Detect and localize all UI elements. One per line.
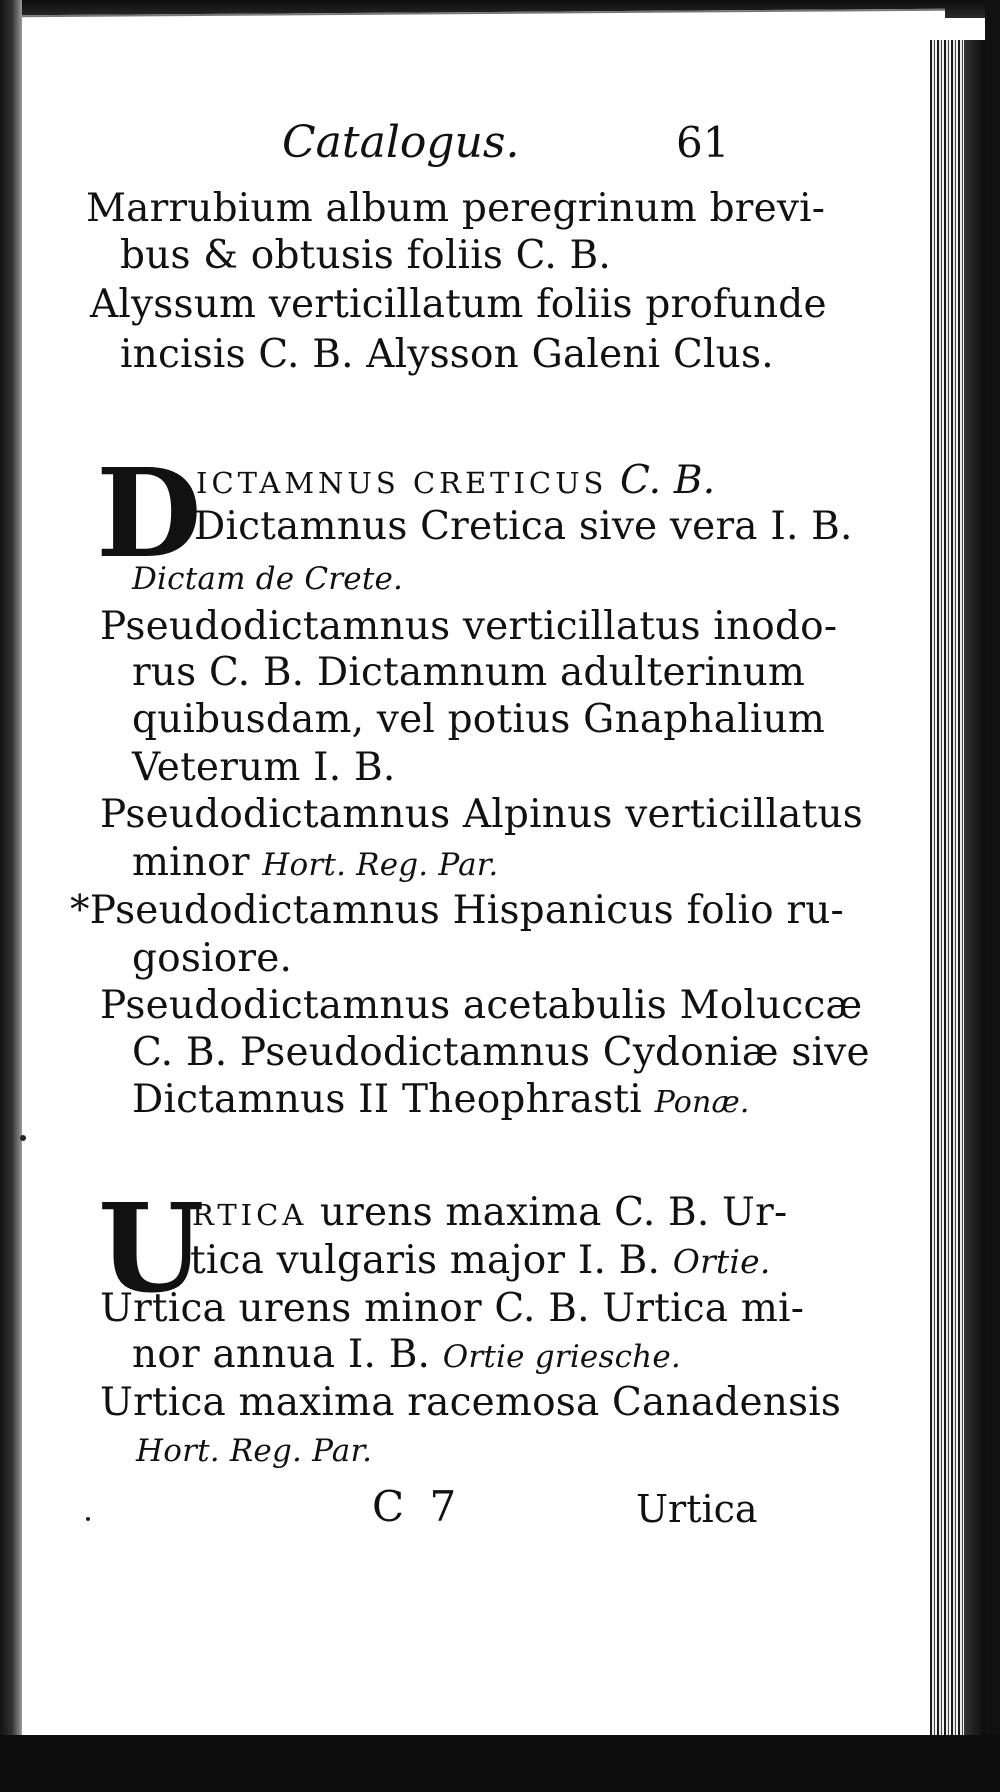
- pseudo4-line-3: [132, 1077, 750, 1126]
- urtica2-line-2-text: nor annua I. B.: [132, 1332, 443, 1377]
- marrubium-line-1: Marrubium album peregrinum brevi-: [86, 186, 826, 231]
- dictamnus-heading-smallcaps: ICTAMNUS CRETICUS: [196, 466, 608, 500]
- pseudo2-minor: minor: [132, 840, 263, 885]
- urtica3-line-2: Hort. Reg. Par.: [136, 1433, 373, 1469]
- catchword: Urtica: [636, 1487, 758, 1531]
- pseudo1-line-2: rus C. B. Dictamnum adulterinum: [132, 650, 806, 695]
- dictamnus-line-2: Dictamnus Cretica sive vera I. B.: [194, 504, 853, 549]
- pseudo3-line-1: *Pseudodictamnus Hispanicus folio ru-: [70, 888, 844, 933]
- pseudo4-line-3-text: Dictamnus II Theophrasti: [132, 1077, 655, 1122]
- urtica3-line-1: Urtica maxima racemosa Canadensis: [100, 1380, 842, 1425]
- pseudo3-line-2: gosiore.: [132, 936, 293, 981]
- pseudo2-line-2: [132, 840, 498, 888]
- pseudo1-line-1: Pseudodictamnus verticillatus inodo-: [100, 604, 838, 649]
- alyssum-line-1: Alyssum verticillatum foliis profunde: [90, 282, 827, 327]
- scan-speck: [20, 1135, 26, 1141]
- running-title: Catalogus.: [282, 117, 520, 168]
- urtica-heading-rest: urens maxima C. B. Ur-: [307, 1190, 788, 1235]
- dropcap-d: D: [96, 441, 202, 585]
- pseudo4-line-3-source: Ponæ.: [654, 1085, 750, 1120]
- urtica-heading-smallcaps: RTICA: [192, 1198, 308, 1232]
- urtica2-line-2-french: Ortie griesche.: [442, 1339, 681, 1375]
- page-number: 61: [676, 118, 730, 167]
- pseudo2-line-1: Pseudodictamnus Alpinus verticillatus: [100, 792, 864, 837]
- pseudo2-source: Hort. Reg. Par.: [262, 847, 499, 883]
- urtica-line-2: [190, 1238, 771, 1285]
- scan-speck: [86, 1517, 90, 1521]
- alyssum-line-2: incisis C. B. Alysson Galeni Clus.: [120, 332, 774, 377]
- pseudo4-line-1: Pseudodictamnus acetabulis Moluccæ: [100, 983, 863, 1028]
- dictamnus-heading-author: C. B.: [607, 458, 716, 503]
- urtica2-line-1: Urtica urens minor C. B. Urtica mi-: [100, 1286, 805, 1331]
- dropcap-u: U: [98, 1176, 205, 1320]
- pseudo4-line-2: C. B. Pseudodictamnus Cydoniæ sive: [132, 1030, 870, 1075]
- urtica-heading: [192, 1190, 787, 1238]
- signature-mark: C 7: [372, 1482, 463, 1531]
- urtica-line-2-french: Ortie.: [672, 1242, 771, 1281]
- marrubium-line-2: bus & obtusis foliis C. B.: [120, 233, 611, 278]
- pseudo1-line-3: quibusdam, vel potius Gnaphalium: [132, 697, 826, 742]
- dictamnus-heading: [196, 458, 715, 506]
- urtica-line-2-text: tica vulgaris major I. B.: [190, 1238, 673, 1283]
- dictamnus-french-name: Dictam de Crete.: [132, 561, 404, 597]
- urtica2-line-2: [132, 1332, 681, 1380]
- pseudo1-line-4: Veterum I. B.: [132, 745, 396, 790]
